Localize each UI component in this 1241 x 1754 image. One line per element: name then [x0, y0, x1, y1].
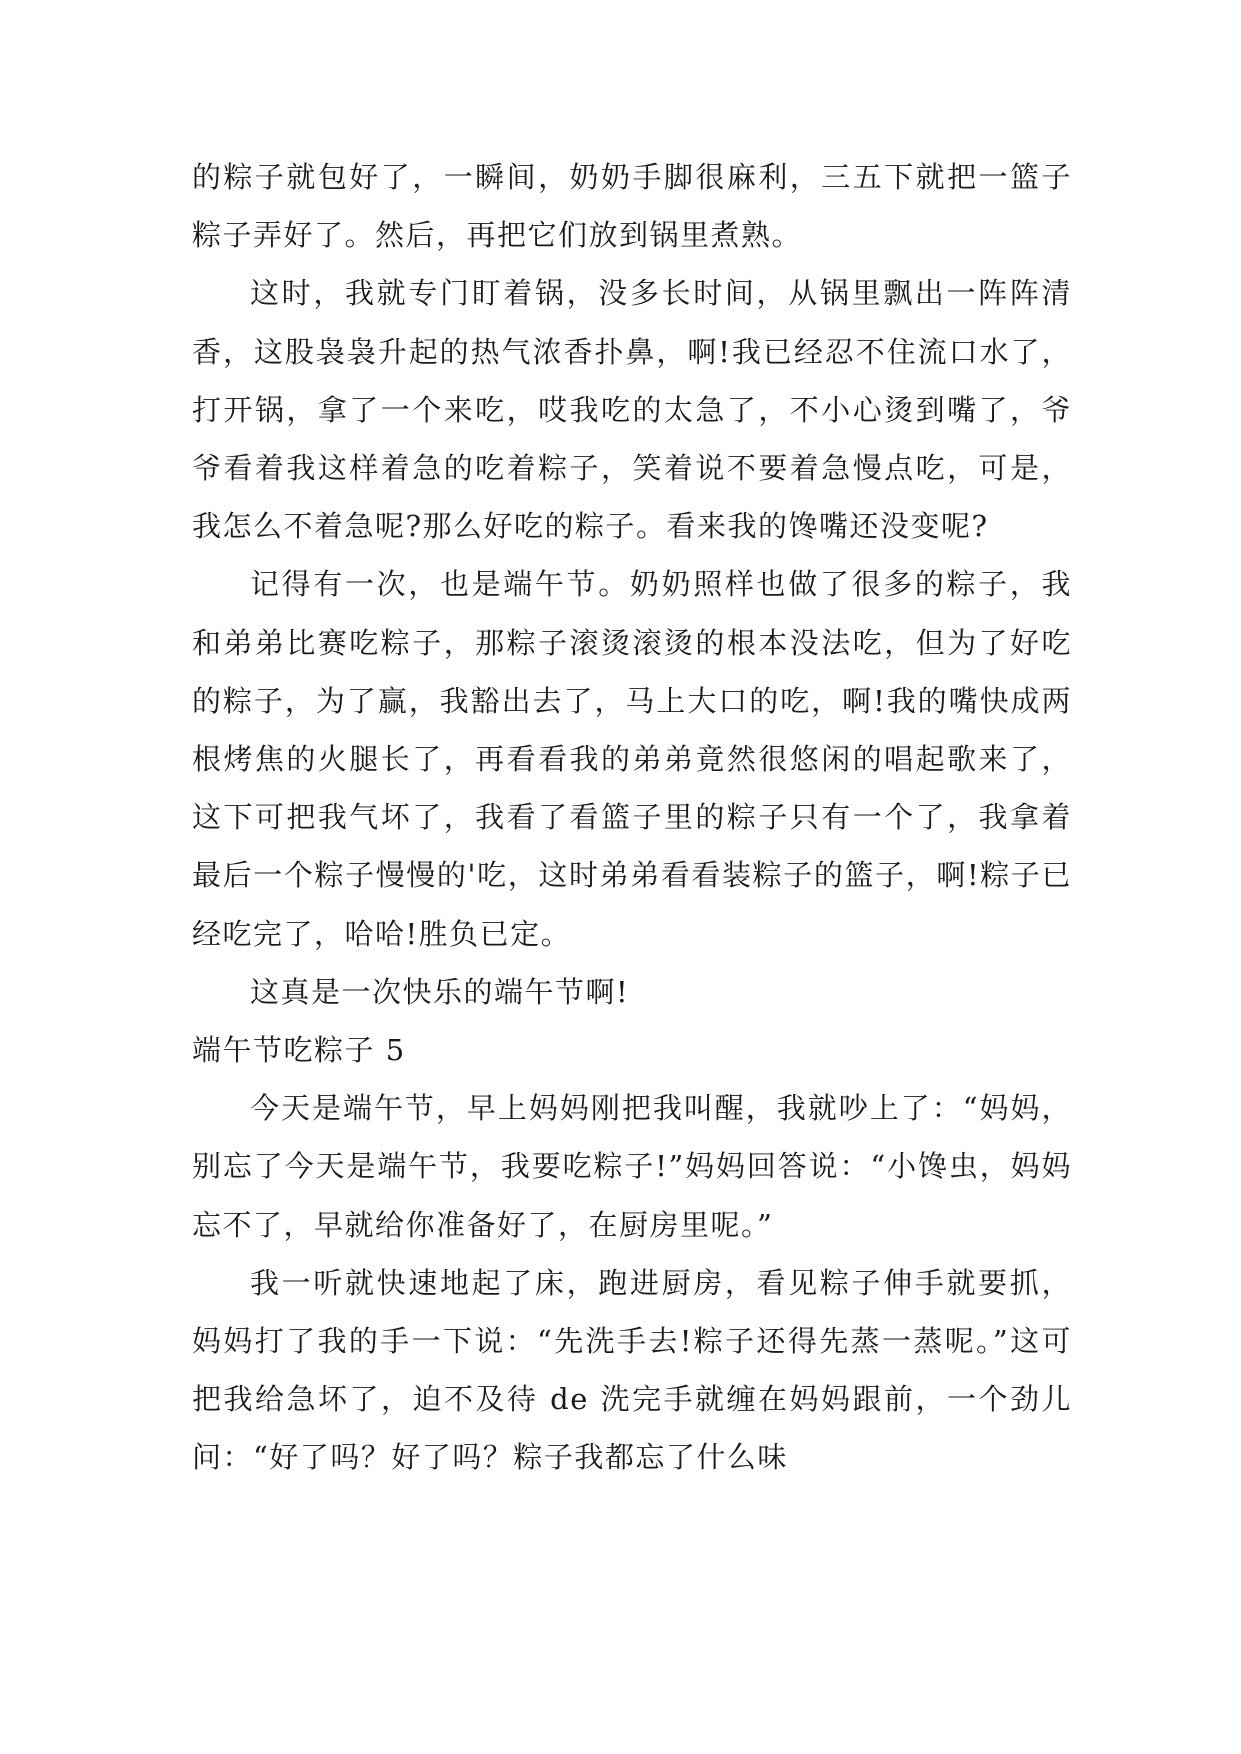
section-paragraph-1: 今天是端午节，早上妈妈刚把我叫醒，我就吵上了：“妈妈，别忘了今天是端午节，我要吃粽子!”妈妈回答说：“小馋虫，妈妈忘不了，早就给你准备好了，在厨房里呢。”: [192, 1091, 1072, 1242]
paragraph-2: 这时，我就专门盯着锅，没多长时间，从锅里飘出一阵阵清香，这股袅袅升起的热气浓香扑鼻，啊!我已经忍不住流口水了，打开锅，拿了一个来吃，哎我吃的太急了，不小心烫到嘴了，爷爷看着我这样着急的吃着粽子，笑着说不要着急慢点吃，可是，我怎么不着急呢?那么好吃的粽子。看来我的馋嘴还没变呢?: [192, 276, 1072, 544]
document-body: [192, 148, 1072, 1487]
section-paragraph-2: 我一听就快速地起了床，跑进厨房，看见粽子伸手就要抓，妈妈打了我的手一下说：“先洗手去!粽子还得先蒸一蒸呢。”这可把我给急坏了，迫不及待 de 洗完手就缠在妈妈跟前，一个劲儿问：“好了吗？好了吗？粽子我都忘了什么味: [192, 1265, 1072, 1475]
paragraph-1: 的粽子就包好了，一瞬间，奶奶手脚很麻利，三五下就把一篮子粽子弄好了。然后，再把它们放到锅里煮熟。: [192, 160, 1072, 253]
paragraph-3: 记得有一次，也是端午节。奶奶照样也做了很多的粽子，我和弟弟比赛吃粽子，那粽子滚烫滚烫的根本没法吃，但为了好吃的粽子，为了赢，我豁出去了，马上大口的吃，啊!我的嘴快成两根烤焦的火腿长了，再看看我的弟弟竟然很悠闲的唱起歌来了，这下可把我气坏了，我看了看篮子里的粽子只有一个了，我拿着最后一个粽子慢慢的'吃，这时弟弟看看装粽子的篮子，啊!粽子已经吃完了，哈哈!胜负已定。: [192, 567, 1072, 951]
section-title: 端午节吃粽子 5: [192, 1033, 406, 1068]
paragraph-4: 这真是一次快乐的端午节啊!: [250, 974, 630, 1009]
